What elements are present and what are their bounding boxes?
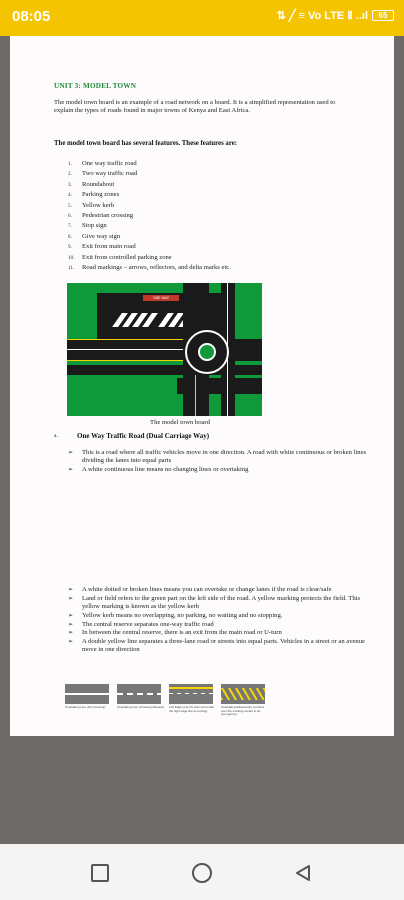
navigation-bar [0, 844, 404, 900]
battery-icon [372, 10, 394, 21]
list-item: 2. Two way traffic road [68, 170, 138, 178]
marking-sample: Left Edge Line (To warn and mark the right edge line is coming) [169, 684, 213, 710]
marking-road-image [221, 684, 265, 704]
back-icon[interactable] [294, 864, 312, 882]
list-item: ➢ A white dotted or broken lines means you can overtake or change lanes if the road is clear/safe [68, 586, 332, 593]
home-icon[interactable] [192, 863, 212, 883]
status-time: 08:05 [12, 8, 51, 25]
status-icons [277, 9, 394, 22]
list-item: 1. One way traffic road [68, 160, 137, 167]
model-town-board-image [67, 283, 262, 416]
marking-road-image [117, 684, 161, 704]
list-item: ➢ A white continuous line means no changing lines or overtaking [68, 466, 249, 473]
intro-paragraph: The model town board is an example of a road network on a board. It is a simplified representation used to explain the types of roads found in major towns of Kenya and East Africa. [54, 99, 336, 115]
section-letter: a. [54, 433, 58, 439]
road-markings-figure [65, 684, 265, 734]
list-item: ➢ In between the central reserve, there is an exit from the main road or U-turn [68, 629, 282, 637]
list-item: 3. Roundabout [68, 180, 115, 188]
lower-road [177, 378, 262, 394]
list-item: 8. Give way sign [68, 232, 121, 240]
list-item: ➢ This is a road where all traffic vehicles move in one direction. A road with white continuous or broken lines dividing the lanes into equal parts [68, 449, 367, 465]
list-item: 5. Yellow kerb [68, 201, 115, 209]
status-bar [0, 0, 404, 36]
marking-sample: Overtaking Line (Crossing Allowed) [117, 684, 161, 710]
features-heading: The model town board has several features. These features are: [54, 140, 237, 147]
marking-road-image [65, 684, 109, 704]
yellow-kerb-line [67, 339, 183, 340]
figure-caption: The model town board [150, 419, 210, 426]
list-item: ➢ Land or field refers to the green part on the left side of the road. A yellow marking protects the field. This yellow marking is known as the yellow kerb [68, 594, 361, 610]
feature-list [68, 159, 231, 273]
list-item: 9. Exit from main road [68, 243, 136, 251]
bullet-list-b [68, 586, 368, 655]
marking-sample: Overtaking Allowed (do not drive over the marking except in an emergency) [221, 684, 265, 710]
signal-icons: ⇅ ╱ ≡ Vo LTE Ⅱ ..ıl [276, 10, 368, 22]
yellow-kerb-line [67, 360, 183, 361]
list-item: 4. Parking zones [68, 191, 120, 199]
list-item: ➢ The central reserve separates one-way traffic road [68, 620, 214, 628]
list-item: 10. Exit from controlled parking zone [68, 253, 172, 261]
marking-sample: Overtaking Line (No Crossing) [65, 684, 109, 710]
lane-line [67, 349, 183, 350]
battery-level: 65 [378, 11, 388, 20]
one-way-sign: ONE WAY [143, 295, 179, 301]
list-item: 11. Road markings – arrows, reflectors, and delta marks etc. [68, 264, 231, 272]
document-page[interactable] [10, 36, 394, 736]
list-item: ➢ Yellow kerb means no overlapping, no parking, no waiting and no stopping. [68, 611, 283, 619]
bullet-list-a [68, 449, 368, 475]
yellow-kerb-line [195, 375, 196, 416]
marking-road-image [169, 684, 213, 704]
section-title: One Way Traffic Road (Dual Carriage Way) [77, 432, 210, 440]
recent-apps-icon[interactable] [91, 864, 109, 882]
roundabout-island [198, 343, 216, 361]
list-item: ➢ A double yellow line separates a three-lane road or streets into equal parts. Vehicles in a street or an avenue move in one direction [68, 638, 365, 654]
unit-title: UNIT 3: MODEL TOWN [54, 82, 137, 90]
list-item: 6. Pedestrian crossing [68, 212, 134, 220]
document-viewer[interactable] [0, 36, 404, 844]
list-item: 7. Stop sign [68, 222, 107, 230]
